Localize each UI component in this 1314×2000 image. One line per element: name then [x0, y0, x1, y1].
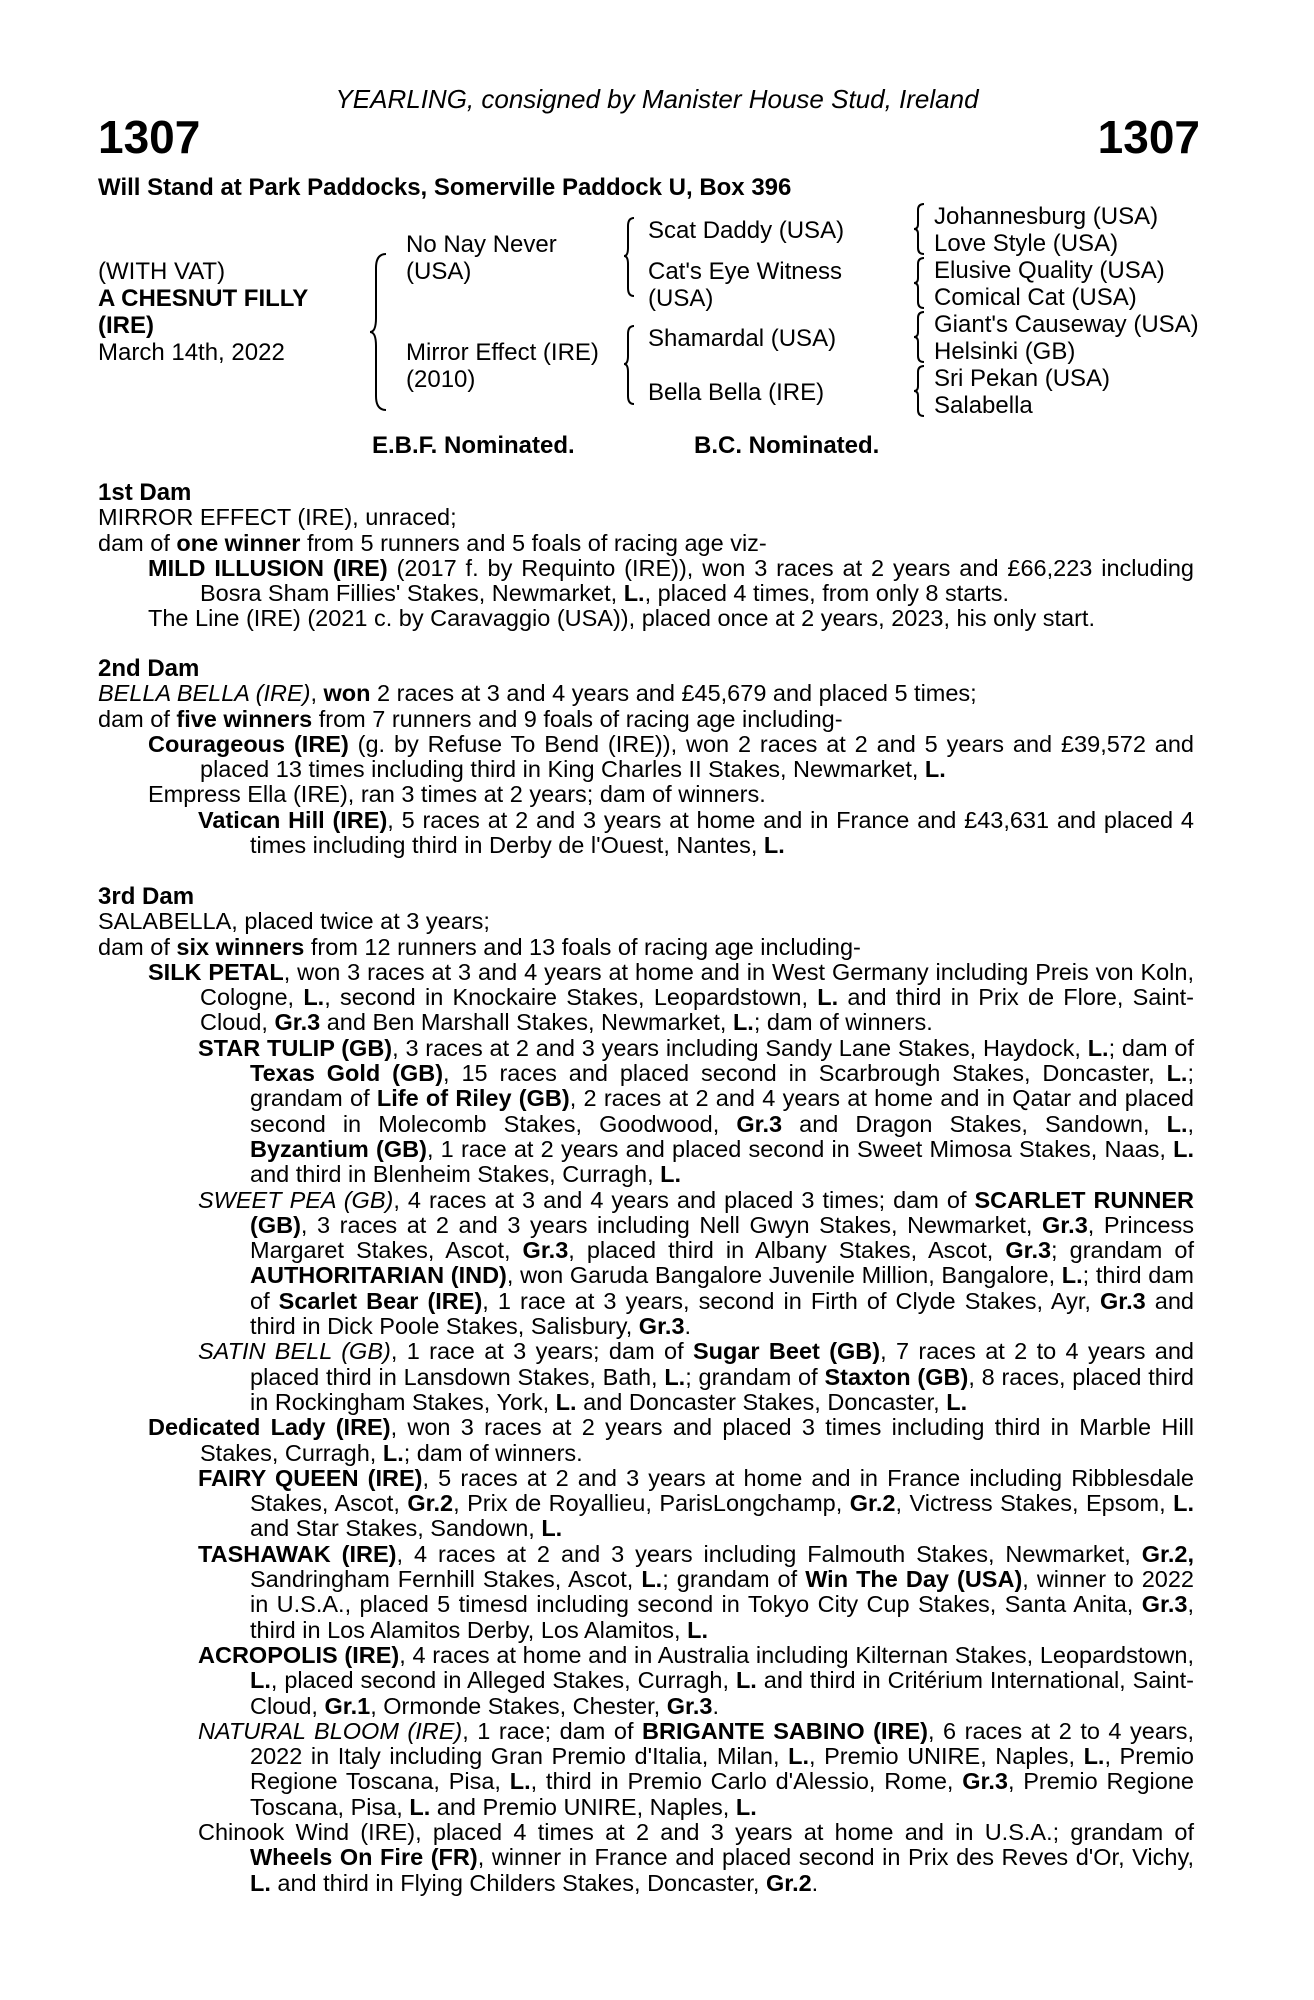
dam-name: Mirror Effect (IRE): [406, 339, 599, 366]
lot-number-left: 1307: [98, 111, 201, 163]
ss-dam: Love Style (USA): [934, 230, 1119, 257]
second-dam-heading: 2nd Dam: [98, 655, 200, 682]
ebf-nomination: E.B.F. Nominated.: [372, 432, 575, 459]
first-dam-produce-2: The Line (IRE) (2021 c. by Caravaggio (USA)), placed once at 2 years, 2023, his only start.: [148, 605, 1095, 632]
sire-sire: Scat Daddy (USA): [648, 217, 845, 244]
ss-sire: Johannesburg (USA): [934, 203, 1159, 230]
third-dam-grandproduce-4: FAIRY QUEEN (IRE), 5 races at 2 and 3 years at home and in France including Ribblesdale Stakes, Ascot, Gr.2, Prix de Royallieu, ParisLongchamp, Gr.2, Victress Stakes, Epsom, L. and Star Stakes, Sandown, L.: [198, 1464, 1195, 1542]
first-dam-section: [98, 480, 1194, 632]
sd-dam: Comical Cat (USA): [934, 284, 1137, 311]
dam-year: (2010): [406, 366, 476, 393]
second-dam-section: [98, 656, 1194, 858]
bc-nomination: B.C. Nominated.: [694, 432, 880, 459]
brace-ss: [912, 202, 926, 256]
first-dam-produce-1: MILD ILLUSION (IRE) (2017 f. by Requinto (IRE)), won 3 races at 2 years and £66,223 including Bosra Sham Fillies' Stakes, Newmarket, L., placed 4 times, from only 8 starts.: [148, 554, 1194, 607]
third-dam-grandproduce-7: NATURAL BLOOM (IRE), 1 race; dam of BRIGANTE SABINO (IRE), 6 races at 2 to 4 years, 2022 in Italy including Gran Premio d'Italia, Milan, L., Premio UNIRE, Naples, L., Premio Regione Toscana, Pisa, L., third in Premio Carlo d'Alessio, Rome, Gr.3, Premio Regione Toscana, Pisa, L. and Premio UNIRE, Naples, L.: [198, 1717, 1195, 1820]
second-dam-produce-2: Empress Ella (IRE), ran 3 times at 2 years; dam of winners.: [148, 781, 766, 808]
ds-sire: Giant's Causeway (USA): [934, 311, 1199, 338]
third-dam-grandproduce-2: SWEET PEA (GB), 4 races at 3 and 4 years and placed 3 times; dam of SCARLET RUNNER (GB), 3 races at 2 and 3 years including Nell Gwyn Stakes, Newmarket, Gr.3, Princess Margaret Stakes, Ascot, Gr.3, placed third in Albany Stakes, Ascot, Gr.3; grandam of AUTHORITARIAN (IND), won Garuda Bangalore Juvenile Million, Bangalore, L.; third dam of Scarlet Bear (IRE), 1 race at 3 years, second in Firth of Clyde Stakes, Ayr, Gr.3 and third in Dick Poole Stakes, Salisbury, Gr.3.: [198, 1186, 1195, 1340]
sire-dam-country: (USA): [648, 285, 714, 312]
second-dam-grandproduce-1: Vatican Hill (IRE), 5 races at 2 and 3 years at home and in France and £43,631 and placed 4 times including third in Derby de l'Ouest, Nantes, L.: [198, 806, 1194, 859]
third-dam-para-1: SALABELLA, placed twice at 3 years;: [98, 908, 490, 935]
dam-sire: Shamardal (USA): [648, 325, 837, 352]
sire-dam: Cat's Eye Witness: [648, 258, 842, 285]
stable-location: Will Stand at Park Paddocks, Somerville Paddock U, Box 396: [98, 174, 792, 201]
third-dam-grandproduce-5: TASHAWAK (IRE), 4 races at 2 and 3 years including Falmouth Stakes, Newmarket, Gr.2, Sandringham Fernhill Stakes, Ascot, L.; grandam of Win The Day (USA), winner to 2022 in U.S.A., placed 5 timesd including second in Tokyo City Cup Stakes, Santa Anita, Gr.3, third in Los Alamitos Derby, Los Alamitos, L.: [198, 1540, 1194, 1643]
third-dam-grandproduce-6: ACROPOLIS (IRE), 4 races at home and in Australia including Kilternan Stakes, Leopardstown, L., placed second in Alleged Stakes, Curragh, L. and third in Critérium International, Saint-Cloud, Gr.1, Ormonde Stakes, Chester, Gr.3.: [198, 1641, 1194, 1719]
brace-dd: [912, 364, 926, 418]
brace-ds: [912, 310, 926, 364]
second-dam-produce-1: Courageous (IRE) (g. by Refuse To Bend (IRE)), won 2 races at 2 and 5 years and £39,572 and placed 13 times including third in King Charles II Stakes, Newmarket, L.: [148, 730, 1194, 783]
dd-sire: Sri Pekan (USA): [934, 365, 1111, 392]
lot-number-right: 1307: [1097, 111, 1200, 163]
second-dam-para-1: BELLA BELLA (IRE), won 2 races at 3 and 4 years and £45,679 and placed 5 times;: [98, 680, 977, 707]
third-dam-heading: 3rd Dam: [98, 883, 195, 910]
third-dam-para-2: dam of six winners from 12 runners and 13 foals of racing age including-: [98, 933, 861, 960]
dam-dam: Bella Bella (IRE): [648, 379, 825, 406]
brace-dam: [622, 324, 636, 406]
brace-horse: [368, 252, 388, 412]
third-dam-produce-2: Dedicated Lady (IRE), won 3 races at 2 years and placed 3 times including third in Marble Hill Stakes, Curragh, L.; dam of winners.: [148, 1414, 1195, 1466]
ds-dam: Helsinki (GB): [934, 338, 1076, 365]
horse-name-suffix: (IRE): [98, 312, 154, 339]
horse-name: A CHESNUT FILLY: [98, 285, 309, 312]
first-dam-para-1: MIRROR EFFECT (IRE), unraced;: [98, 504, 457, 531]
first-dam-para-2: dam of one winner from 5 runners and 5 foals of racing age viz-: [98, 529, 767, 556]
third-dam-section: [98, 884, 1194, 1896]
third-dam-grandproduce-3: SATIN BELL (GB), 1 race at 3 years; dam of Sugar Beet (GB), 7 races at 2 to 4 years and placed third in Lansdown Stakes, Bath, L.; grandam of Staxton (GB), 8 races, placed third in Rockingham Stakes, York, L. and Doncaster Stakes, Doncaster, L.: [198, 1338, 1195, 1415]
consignment-line: YEARLING, consigned by Manister House Stud, Ireland: [335, 84, 979, 114]
dd-dam: Salabella: [934, 392, 1033, 419]
sd-sire: Elusive Quality (USA): [934, 257, 1165, 284]
brace-sire: [622, 216, 636, 298]
third-dam-produce-1: SILK PETAL, won 3 races at 3 and 4 years at home and in West Germany including Preis von Koln, Cologne, L., second in Knockaire Stakes, Leopardstown, L. and third in Prix de Flore, Saint-Cloud, Gr.3 and Ben Marshall Stakes, Newmarket, L.; dam of winners.: [148, 958, 1195, 1036]
sire-country: (USA): [406, 258, 472, 285]
vat-note: (WITH VAT): [98, 258, 226, 285]
third-dam-grandproduce-1: STAR TULIP (GB), 3 races at 2 and 3 years including Sandy Lane Stakes, Haydock, L.; dam of Texas Gold (GB), 15 races and placed second in Scarbrough Stakes, Doncaster, L.; grandam of Life of Riley (GB), 2 races at 2 and 4 years at home and in Qatar and placed second in Molecomb Stakes, Goodwood, Gr.3 and Dragon Stakes, Sandown, L., Byzantium (GB), 1 race at 2 years and placed second in Sweet Mimosa Stakes, Naas, L. and third in Blenheim Stakes, Curragh, L.: [198, 1034, 1195, 1188]
third-dam-grandproduce-8: Chinook Wind (IRE), placed 4 times at 2 and 3 years at home and in U.S.A.; grandam of Wheels On Fire (FR), winner in France and placed second in Prix des Reves d'Or, Vichy, L. and third in Flying Childers Stakes, Doncaster, Gr.2.: [198, 1818, 1195, 1896]
brace-sd: [912, 256, 926, 310]
sire-name: No Nay Never: [406, 231, 557, 258]
first-dam-heading: 1st Dam: [98, 479, 192, 506]
second-dam-para-2: dam of five winners from 7 runners and 9 foals of racing age including-: [98, 705, 843, 732]
foaling-date: March 14th, 2022: [98, 339, 285, 366]
